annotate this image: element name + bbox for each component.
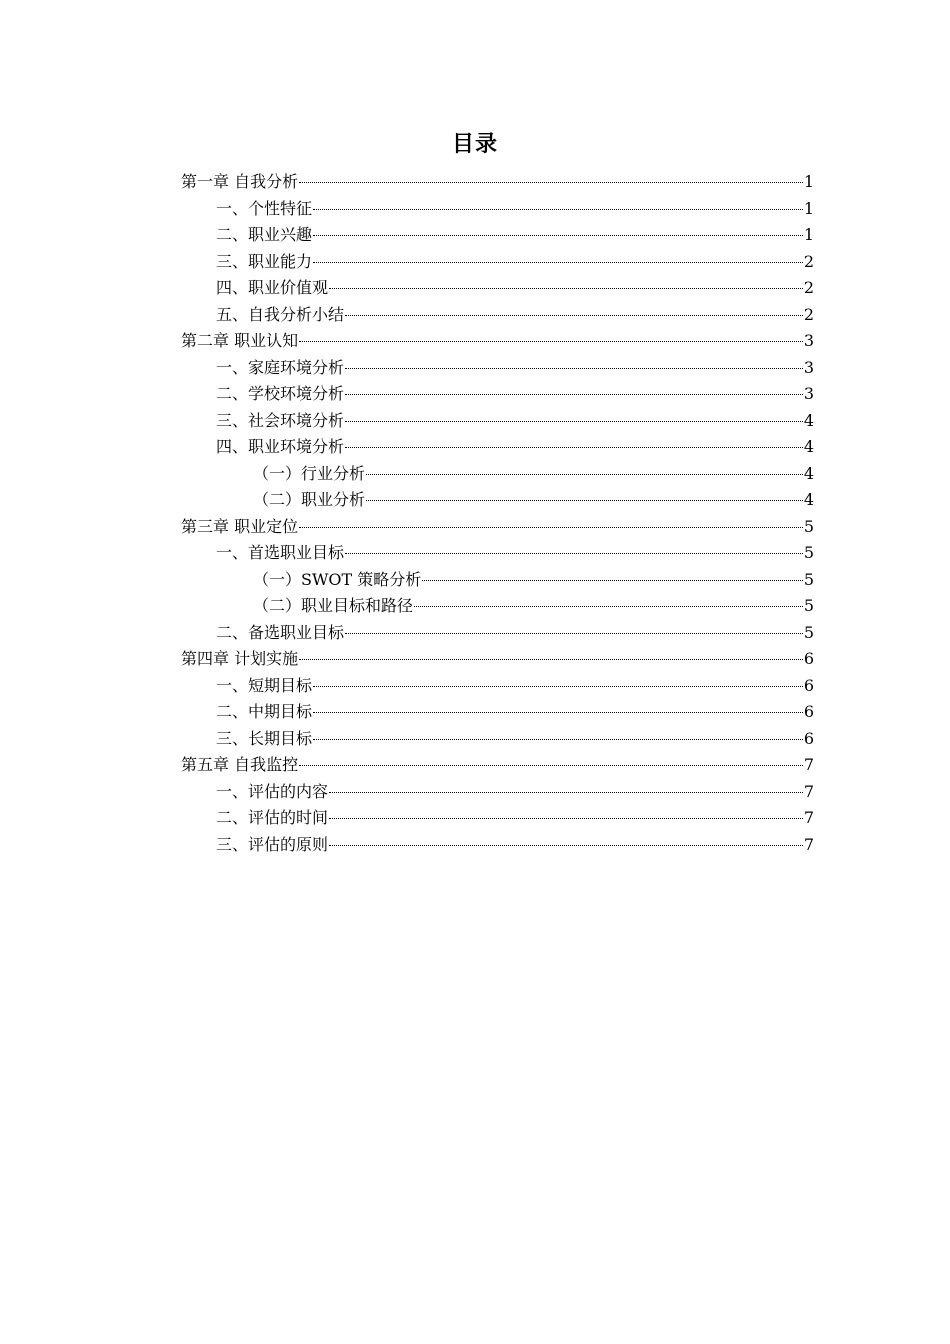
- toc-entry[interactable]: [181, 514, 814, 541]
- toc-entry[interactable]: [181, 169, 814, 196]
- toc-entry-label: 四、职业环境分析: [216, 437, 345, 456]
- toc-entry-page-number: 6: [803, 649, 814, 668]
- toc-entry[interactable]: [181, 567, 814, 594]
- toc-entry[interactable]: [181, 249, 814, 276]
- toc-title: 目录: [451, 132, 498, 157]
- toc-entry[interactable]: [181, 673, 814, 700]
- toc-entry-page-number: 2: [803, 304, 814, 324]
- dot-leader: [313, 739, 803, 740]
- dot-leader: [299, 659, 803, 660]
- toc-entry[interactable]: [181, 752, 814, 779]
- toc-entry-page-number: 5: [803, 596, 814, 615]
- toc-entry-page-number: 4: [803, 437, 814, 456]
- toc-entry-page-number: 2: [803, 251, 814, 271]
- dot-leader: [313, 209, 803, 210]
- toc-entry-page-number: 5: [803, 516, 814, 536]
- toc-entry[interactable]: [181, 196, 814, 223]
- toc-entry[interactable]: [181, 222, 814, 249]
- toc-entry-label: （二）职业分析: [253, 490, 366, 509]
- dot-leader: [329, 845, 803, 846]
- toc-entry-page-number: 6: [803, 702, 814, 721]
- toc-entry[interactable]: [181, 832, 814, 859]
- toc-entry-label: 三、社会环境分析: [216, 410, 345, 430]
- toc-entry-label: 三、评估的原则: [216, 834, 329, 854]
- dot-leader: [299, 527, 803, 528]
- toc-entry-page-number: 3: [803, 331, 814, 350]
- toc-entry-page-number: 1: [803, 225, 814, 244]
- dot-leader: [345, 553, 803, 554]
- toc-entry-label: 三、职业能力: [216, 251, 313, 271]
- toc-entry[interactable]: [181, 434, 814, 461]
- dot-leader: [345, 633, 803, 634]
- toc-entry-label: 五、自我分析小结: [216, 304, 345, 324]
- toc-entry-page-number: 6: [803, 728, 814, 748]
- toc-entry[interactable]: [181, 408, 814, 435]
- toc-entry-label: （一）SWOT 策略分析: [253, 569, 422, 589]
- toc-entry[interactable]: [181, 779, 814, 806]
- toc-entry[interactable]: [181, 275, 814, 302]
- toc-entry-page-number: 5: [803, 622, 814, 642]
- toc-entry-page-number: 1: [803, 172, 814, 191]
- toc-entry-label: 二、职业兴趣: [216, 225, 313, 244]
- dot-leader: [345, 447, 803, 448]
- toc-entry-label: （二）职业目标和路径: [253, 596, 414, 615]
- toc-entry-page-number: 7: [803, 781, 814, 801]
- toc-entry-page-number: 4: [803, 490, 814, 509]
- toc-entry[interactable]: [181, 381, 814, 408]
- toc-entry-page-number: 3: [803, 357, 814, 377]
- toc-entry-label: 第五章 自我监控: [181, 755, 299, 774]
- dot-leader: [329, 818, 803, 819]
- toc-entry-page-number: 4: [803, 463, 814, 483]
- toc-entry-page-number: 5: [803, 543, 814, 562]
- toc-entry[interactable]: [181, 593, 814, 620]
- toc-entry[interactable]: [181, 540, 814, 567]
- toc-entry[interactable]: [181, 461, 814, 488]
- toc-entry-label: 二、评估的时间: [216, 808, 329, 827]
- table-of-contents: [181, 169, 814, 858]
- toc-entry-page-number: 4: [803, 410, 814, 430]
- toc-entry[interactable]: [181, 487, 814, 514]
- dot-leader: [414, 606, 803, 607]
- toc-entry-label: （一）行业分析: [253, 463, 366, 483]
- toc-entry[interactable]: [181, 328, 814, 355]
- toc-entry[interactable]: [181, 302, 814, 329]
- dot-leader: [329, 792, 803, 793]
- toc-entry-page-number: 6: [803, 675, 814, 695]
- toc-entry[interactable]: [181, 726, 814, 753]
- toc-entry-label: 一、家庭环境分析: [216, 357, 345, 377]
- dot-leader: [345, 315, 803, 316]
- toc-entry[interactable]: [181, 646, 814, 673]
- dot-leader: [313, 712, 803, 713]
- toc-entry-label: 二、学校环境分析: [216, 384, 345, 403]
- dot-leader: [313, 262, 803, 263]
- toc-entry-page-number: 7: [803, 808, 814, 827]
- toc-entry-label: 四、职业价值观: [216, 278, 329, 297]
- toc-entry-page-number: 5: [803, 569, 814, 589]
- dot-leader: [299, 341, 803, 342]
- dot-leader: [313, 235, 803, 236]
- dot-leader: [329, 288, 803, 289]
- toc-entry-label: 三、长期目标: [216, 728, 313, 748]
- dot-leader: [345, 421, 803, 422]
- dot-leader: [422, 580, 803, 581]
- toc-entry-label: 第四章 计划实施: [181, 649, 299, 668]
- toc-entry[interactable]: [181, 355, 814, 382]
- dot-leader: [313, 686, 803, 687]
- toc-entry-page-number: 7: [803, 755, 814, 774]
- toc-entry-label: 第三章 职业定位: [181, 516, 299, 536]
- toc-entry-label: 二、备选职业目标: [216, 622, 345, 642]
- dot-leader: [299, 182, 803, 183]
- toc-entry-label: 二、中期目标: [216, 702, 313, 721]
- toc-entry-page-number: 7: [803, 834, 814, 854]
- dot-leader: [345, 368, 803, 369]
- toc-entry[interactable]: [181, 699, 814, 726]
- dot-leader: [366, 500, 803, 501]
- toc-entry-label: 第一章 自我分析: [181, 172, 299, 191]
- toc-entry-label: 一、短期目标: [216, 675, 313, 695]
- toc-entry-page-number: 3: [803, 384, 814, 403]
- toc-entry-page-number: 2: [803, 278, 814, 297]
- toc-entry-label: 一、个性特征: [216, 198, 313, 218]
- toc-entry[interactable]: [181, 620, 814, 647]
- dot-leader: [299, 765, 803, 766]
- dot-leader: [345, 394, 803, 395]
- toc-entry-page-number: 1: [803, 198, 814, 218]
- toc-entry[interactable]: [181, 805, 814, 832]
- toc-entry-label: 第二章 职业认知: [181, 331, 299, 350]
- dot-leader: [366, 474, 803, 475]
- toc-entry-label: 一、评估的内容: [216, 781, 329, 801]
- toc-entry-label: 一、首选职业目标: [216, 543, 345, 562]
